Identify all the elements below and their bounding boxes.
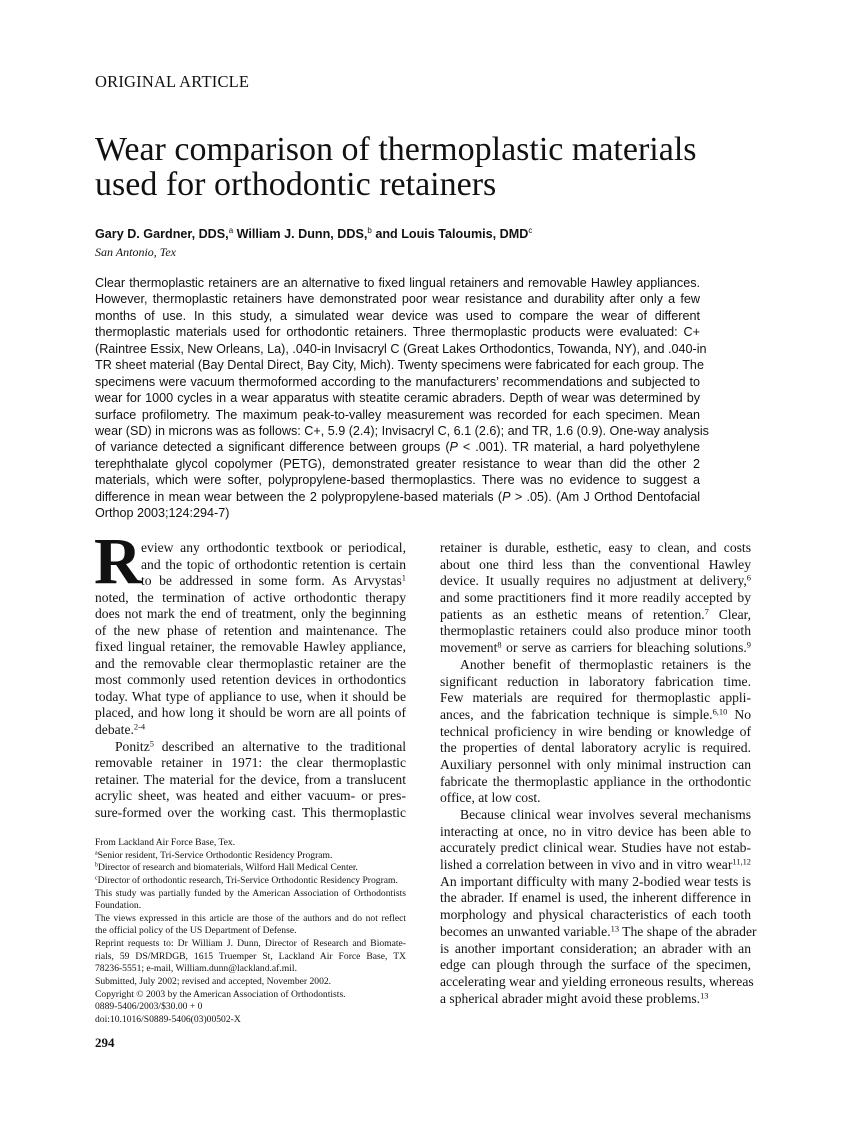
text-line bbox=[95, 456, 700, 472]
text-line bbox=[440, 807, 751, 824]
text-line bbox=[95, 1014, 406, 1027]
author-location: San Antonio, Tex bbox=[95, 245, 177, 259]
text-run: 0889-5406/2003/$30.00 + 0 bbox=[95, 1001, 203, 1013]
text-line bbox=[440, 824, 751, 841]
reference-superscript: 13 bbox=[700, 989, 709, 1000]
text-run: and the removable clear thermoplastic retainer are the bbox=[95, 655, 406, 671]
text-run: Reprint requests to: Dr William J. Dunn, Director of Research and Biomate- bbox=[95, 938, 406, 950]
text-run: < .001). TR material, a hard polyethylene bbox=[457, 440, 700, 455]
text-run: interacting at once, no in vitro device has been able to bbox=[440, 823, 751, 839]
text-line bbox=[95, 805, 406, 822]
text-line bbox=[95, 291, 700, 307]
text-line bbox=[95, 705, 406, 722]
text-line bbox=[440, 757, 751, 774]
text-run: most commonly used retention devices in orthodontics bbox=[95, 672, 406, 688]
text-run: terephthalate glycol copolymer (PETG), demonstrated greater resistance to wear than did the other 2 bbox=[95, 456, 700, 471]
text-run: > .05). (Am J Orthod Dentofacial bbox=[510, 489, 700, 504]
text-line bbox=[95, 951, 406, 964]
text-line bbox=[95, 900, 406, 913]
text-line bbox=[440, 790, 751, 807]
text-line bbox=[95, 925, 406, 938]
author-affiliation-mark: c bbox=[528, 226, 533, 235]
reference-superscript: 11,12 bbox=[732, 856, 751, 867]
text-run: patients as an esthetic means of retention. bbox=[440, 606, 705, 622]
text-run: device. It usually requires no adjustment at delivery, bbox=[440, 573, 747, 589]
text-run: lished a correlation between in vivo and in vitro wear bbox=[440, 857, 733, 873]
reference-superscript: b bbox=[95, 863, 98, 870]
text-run: retainer is durable, esthetic, easy to clean, and costs bbox=[440, 540, 751, 555]
text-run: to be addressed in some form. As Arvystas bbox=[141, 573, 402, 589]
reference-superscript: a bbox=[95, 850, 98, 857]
text-run: accelerating wear and yielding erroneous results, whereas bbox=[440, 973, 754, 989]
page-number: 294 bbox=[95, 1035, 115, 1050]
text-run: retainer. The material for the device, from a translucent bbox=[95, 771, 406, 787]
text-run: Submitted, July 2002; revised and accepted, November 2002. bbox=[95, 976, 332, 988]
text-run: acrylic sheet, was heated and either vacuum- or pres- bbox=[95, 788, 406, 804]
text-run: Auxiliary personnel with only minimal instruction can bbox=[440, 756, 751, 772]
text-line bbox=[95, 341, 707, 357]
text-run: ances, and the fabrication technique is simple. bbox=[440, 706, 713, 722]
reference-superscript: 9 bbox=[746, 639, 751, 650]
text-run: Orthop 2003;124:294-7) bbox=[95, 506, 230, 521]
article-title bbox=[95, 132, 697, 202]
text-line bbox=[95, 374, 700, 390]
text-run: surface profilometry. The maximum peak-to-valley measurement was recorded for each specimen. Mean bbox=[95, 407, 700, 422]
text-line bbox=[95, 390, 700, 406]
text-run: technical proficiency in wire bending or knowledge of bbox=[440, 723, 751, 739]
text-line bbox=[95, 672, 406, 689]
text-line bbox=[95, 540, 406, 557]
text-run: removable retainer in 1971: the clear thermoplastic bbox=[95, 755, 406, 771]
text-run: a spherical abrader might avoid these problems. bbox=[440, 990, 701, 1006]
text-run: and the topic of orthodontic retention is certain bbox=[141, 556, 406, 572]
text-line bbox=[440, 874, 751, 891]
text-run: wear for 1000 cycles in a wear apparatus with steatite ceramic abraders. Depth of wear was determined by bbox=[95, 391, 700, 406]
text-line bbox=[440, 957, 751, 974]
text-run: TR sheet material (Bay Dental Direct, Bay City, Mich). Twenty specimens were fabricated for each group. The bbox=[95, 358, 704, 373]
text-run: 78236-5551; e-mail, William.dunn@lackland.af.mil. bbox=[95, 963, 297, 975]
text-line bbox=[95, 989, 406, 1002]
text-line bbox=[440, 774, 751, 791]
text-line bbox=[95, 938, 406, 951]
text-run: placed, and how long it should be worn are all points of bbox=[95, 705, 406, 721]
text-run: Clear thermoplastic retainers are an alternative to fixed lingual retainers and removable Hawley appliances. bbox=[95, 276, 700, 290]
text-line bbox=[95, 976, 406, 989]
text-run: the official policy of the US Department of Defense. bbox=[95, 925, 297, 937]
text-run: Director of research and biomaterials, Wilford Hall Medical Center. bbox=[97, 862, 358, 874]
text-run: rials, 59 DS/MRDGB, 1615 Truemper St, Lackland Air Force Base, TX bbox=[95, 950, 406, 962]
text-run: specimens were vacuum thermoformed according to the manufacturers’ recommendations and subjected to bbox=[95, 374, 700, 389]
reference-superscript: 7 bbox=[704, 606, 709, 617]
text-run: office, at low cost. bbox=[440, 790, 541, 806]
text-line bbox=[440, 941, 751, 958]
text-line bbox=[95, 423, 709, 439]
text-line bbox=[95, 357, 704, 373]
text-run: The views expressed in this article are those of the authors and do not reflect bbox=[95, 912, 406, 924]
body-column-left bbox=[95, 540, 406, 821]
text-line bbox=[440, 623, 751, 640]
text-run: difference in mean wear between the 2 polypropylene-based materials ( bbox=[95, 489, 503, 504]
text-run: This study was partially funded by the American Association of Orthodontists bbox=[95, 887, 406, 899]
text-run: Clear, bbox=[708, 606, 751, 622]
text-run: debate. bbox=[95, 722, 134, 738]
text-line bbox=[95, 407, 700, 423]
text-line bbox=[95, 505, 700, 521]
text-line bbox=[95, 913, 406, 926]
author-name: William J. Dunn, DDS, bbox=[233, 227, 368, 242]
text-run: the abrader. If enamel is used, the inherent difference in bbox=[440, 890, 751, 906]
text-run: Foundation. bbox=[95, 900, 142, 912]
text-line bbox=[95, 963, 406, 976]
text-line bbox=[440, 840, 751, 857]
author-name: and Louis Taloumis, DMD bbox=[371, 227, 529, 242]
reference-superscript: c bbox=[95, 875, 98, 882]
text-run: becomes an unwanted variable. bbox=[440, 923, 611, 939]
italic-text: P bbox=[502, 489, 511, 504]
text-run: months of use. In this study, a simulated wear device was used to compare the wear of different bbox=[95, 308, 700, 323]
text-run: From Lackland Air Force Base, Tex. bbox=[95, 837, 236, 848]
text-line bbox=[440, 707, 751, 724]
text-line bbox=[95, 308, 700, 324]
text-line bbox=[95, 639, 406, 656]
text-run: thermoplastic materials used for orthodontic retainers. Three thermoplastic products were evaluated: C+ bbox=[95, 325, 700, 340]
reference-superscript: 6,10 bbox=[712, 706, 728, 717]
text-line bbox=[440, 724, 751, 741]
text-run: accurately predict clinical wear. Studies have not estab- bbox=[440, 840, 751, 856]
text-run: noted, the termination of active orthodontic therapy bbox=[95, 589, 406, 605]
text-line bbox=[440, 657, 751, 674]
text-run: described an alternative to the traditional bbox=[153, 738, 406, 754]
text-line bbox=[95, 590, 406, 607]
text-run: does not mark the end of treatment, only the beginning bbox=[95, 606, 406, 622]
text-run: fabricate the thermoplastic appliance in the orthodontic bbox=[440, 773, 751, 789]
text-run: today. What type of appliance to use, when it should be bbox=[95, 688, 406, 704]
text-run: eview any orthodontic textbook or periodical, bbox=[141, 540, 406, 555]
author-affiliation-mark: b bbox=[367, 226, 372, 235]
author-list bbox=[95, 226, 532, 241]
text-run: movement bbox=[440, 640, 498, 656]
text-run: thermoplastic retainers could also produce minor tooth bbox=[440, 623, 751, 639]
text-run: of the new phase of retention and maintenance. The bbox=[95, 622, 406, 638]
text-line bbox=[95, 557, 406, 574]
text-run: The shape of the abrader bbox=[619, 923, 757, 939]
text-line bbox=[95, 472, 700, 488]
text-line bbox=[440, 890, 751, 907]
title-line: used for orthodontic retainers bbox=[95, 166, 497, 203]
text-run: doi:10.1016/S0889-5406(03)00502-X bbox=[95, 1013, 241, 1025]
text-line bbox=[95, 656, 406, 673]
text-line bbox=[95, 489, 700, 505]
text-run: (Raintree Essix, New Orleans, La), .040-in Invisacryl C (Great Lakes Orthodontics, Towanda, NY), and .040-in bbox=[95, 341, 707, 356]
title-line: Wear comparison of thermoplastic materials bbox=[95, 131, 697, 168]
text-run: fixed lingual retainer, the removable Hawley appliance, bbox=[95, 639, 406, 655]
text-line bbox=[440, 540, 751, 557]
text-line bbox=[95, 606, 406, 623]
text-run: is another important consideration; an abrader with an bbox=[440, 940, 751, 956]
text-run: the properties of dental laboratory acrylic is required. bbox=[440, 740, 751, 756]
reference-superscript: 2-4 bbox=[133, 721, 146, 732]
text-line bbox=[95, 755, 406, 772]
text-line bbox=[95, 862, 406, 875]
text-line bbox=[440, 573, 751, 590]
text-line bbox=[440, 907, 751, 924]
footnotes bbox=[95, 837, 406, 1027]
text-run: of variance detected a significant difference between groups ( bbox=[95, 440, 450, 455]
text-line bbox=[95, 722, 406, 739]
text-line bbox=[95, 1001, 406, 1014]
text-line bbox=[440, 690, 751, 707]
text-line bbox=[95, 739, 406, 756]
text-line bbox=[95, 772, 406, 789]
text-run: However, thermoplastic retainers have demonstrated poor wear resistance and durability after only a few bbox=[95, 292, 700, 307]
reference-superscript: 13 bbox=[610, 923, 620, 934]
text-line bbox=[440, 973, 754, 991]
body-column-right bbox=[440, 540, 757, 1007]
text-run: and some practitioners find it more readily accepted by bbox=[440, 590, 751, 606]
text-line bbox=[95, 324, 700, 340]
text-run: Senior resident, Tri-Service Orthodontic Residency Program. bbox=[97, 849, 333, 861]
text-line bbox=[440, 740, 751, 757]
text-run: materials, which were softer, polypropylene-based thermoplastics. There was no evidence to suggest a bbox=[95, 473, 700, 488]
text-line bbox=[95, 689, 406, 706]
text-run: significant reduction in laboratory fabrication time. bbox=[440, 673, 751, 689]
text-line bbox=[440, 923, 757, 941]
text-line bbox=[95, 837, 406, 850]
text-run: sure-formed over the working cast. This thermoplastic bbox=[95, 804, 406, 820]
section-label: ORIGINAL ARTICLE bbox=[95, 72, 250, 91]
text-line bbox=[440, 607, 751, 624]
text-run: Copyright © 2003 by the American Association of Orthodontists. bbox=[95, 988, 346, 1000]
text-run: Because clinical wear involves several mechanisms bbox=[460, 807, 751, 822]
text-run: Few materials are required for thermoplastic appli- bbox=[440, 690, 751, 706]
text-line bbox=[95, 850, 406, 863]
text-run: No bbox=[727, 706, 751, 722]
text-line bbox=[440, 640, 751, 657]
text-run: morphology and physical characteristics of each tooth bbox=[440, 907, 751, 923]
text-line bbox=[440, 857, 751, 874]
reference-superscript: 6 bbox=[746, 572, 751, 583]
reference-superscript: 1 bbox=[401, 572, 406, 583]
text-run: An important difficulty with many 2-bodied wear tests is bbox=[440, 873, 751, 889]
drop-cap: R bbox=[94, 525, 142, 598]
text-line bbox=[440, 674, 751, 691]
text-line bbox=[440, 991, 751, 1008]
text-run: Director of orthodontic research, Tri-Service Orthodontic Residency Program. bbox=[97, 874, 398, 886]
text-line bbox=[95, 439, 700, 455]
text-line bbox=[95, 888, 406, 901]
italic-text: P bbox=[449, 440, 458, 455]
text-line bbox=[440, 590, 751, 607]
text-run: about one third less than the conventional Hawley bbox=[440, 556, 751, 572]
text-run: wear (SD) in microns was as follows: C+, 5.9 (2.4); Invisacryl C, 6.1 (2.6); and TR, 1.6 (0.9). One-way analysis bbox=[95, 423, 709, 438]
text-run: edge can plough through the surface of the specimen, bbox=[440, 957, 751, 973]
text-run: or serve as carriers for bleaching solutions. bbox=[501, 640, 747, 656]
author-name: Gary D. Gardner, DDS, bbox=[95, 227, 229, 242]
text-line bbox=[95, 623, 406, 640]
author-affiliation-mark: a bbox=[228, 226, 234, 235]
text-line bbox=[440, 557, 751, 574]
text-line bbox=[95, 573, 406, 590]
text-run: Another benefit of thermoplastic retainers is the bbox=[460, 656, 751, 672]
reference-superscript: 8 bbox=[497, 639, 502, 650]
text-line bbox=[95, 788, 406, 805]
abstract bbox=[95, 275, 709, 522]
text-line bbox=[95, 275, 700, 291]
text-run: Ponitz bbox=[115, 738, 150, 754]
text-line bbox=[95, 875, 406, 888]
reference-superscript: 5 bbox=[149, 737, 154, 748]
